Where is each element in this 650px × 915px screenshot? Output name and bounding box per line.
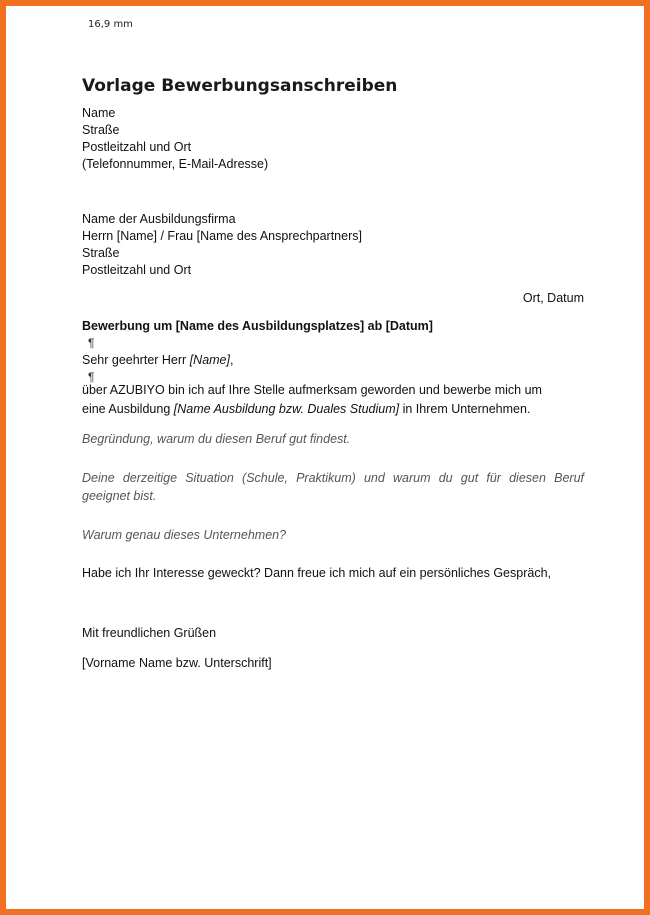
hint-company: Warum genau dieses Unternehmen? — [82, 528, 287, 542]
closing-sentence: Habe ich Ihr Interesse geweckt? Dann freue ich mich auf ein persönliches Gespräch, — [82, 566, 551, 580]
salutation — [82, 352, 233, 369]
sender-zip-city: Postleitzahl und Ort — [82, 140, 192, 154]
salutation-name: [Name] — [189, 353, 230, 367]
hint-situation-line-1: Deine derzeitige Situation (Schule, Praktikum) und warum du gut für diesen Beruf — [82, 471, 584, 485]
salutation-prefix: Sehr geehrter Herr — [82, 353, 190, 367]
intro-line-1: über AZUBIYO bin ich auf Ihre Stelle aufmerksam geworden und bewerbe mich um — [82, 383, 542, 397]
measure-label: 16,9 mm — [88, 19, 133, 30]
sender-name: Name — [82, 106, 116, 120]
recipient-person: Herrn [Name] / Frau [Name des Ansprechpartners] — [82, 229, 362, 243]
recipient-zip-city: Postleitzahl und Ort — [82, 263, 192, 277]
sender-street: Straße — [82, 123, 120, 137]
sender-contact: (Telefonnummer, E-Mail-Adresse) — [82, 157, 269, 171]
salutation-suffix: , — [229, 353, 234, 367]
hint-reason: Begründung, warum du diesen Beruf gut findest. — [82, 432, 351, 446]
hint-situation-line-2: geeignet bist. — [82, 489, 157, 503]
letter-page — [6, 6, 644, 909]
pilcrow-mark: ¶ — [88, 370, 95, 384]
regards: Mit freundlichen Grüßen — [82, 626, 217, 640]
intro-line-2-prefix: eine Ausbildung — [82, 402, 174, 416]
recipient-street: Straße — [82, 246, 120, 260]
page-title: Vorlage Bewerbungsanschreiben — [82, 76, 398, 96]
signature-placeholder: [Vorname Name bzw. Unterschrift] — [82, 656, 272, 670]
recipient-company: Name der Ausbildungsfirma — [82, 212, 236, 226]
intro-line-2-suffix: in Ihrem Unternehmen. — [399, 402, 531, 416]
place-date: Ort, Datum — [522, 291, 584, 305]
pilcrow-mark: ¶ — [88, 336, 95, 350]
intro-line-2 — [82, 401, 530, 418]
subject-line: Bewerbung um [Name des Ausbildungsplatzes] ab [Datum] — [82, 319, 433, 333]
intro-line-2-placeholder: [Name Ausbildung bzw. Duales Studium] — [173, 402, 400, 416]
